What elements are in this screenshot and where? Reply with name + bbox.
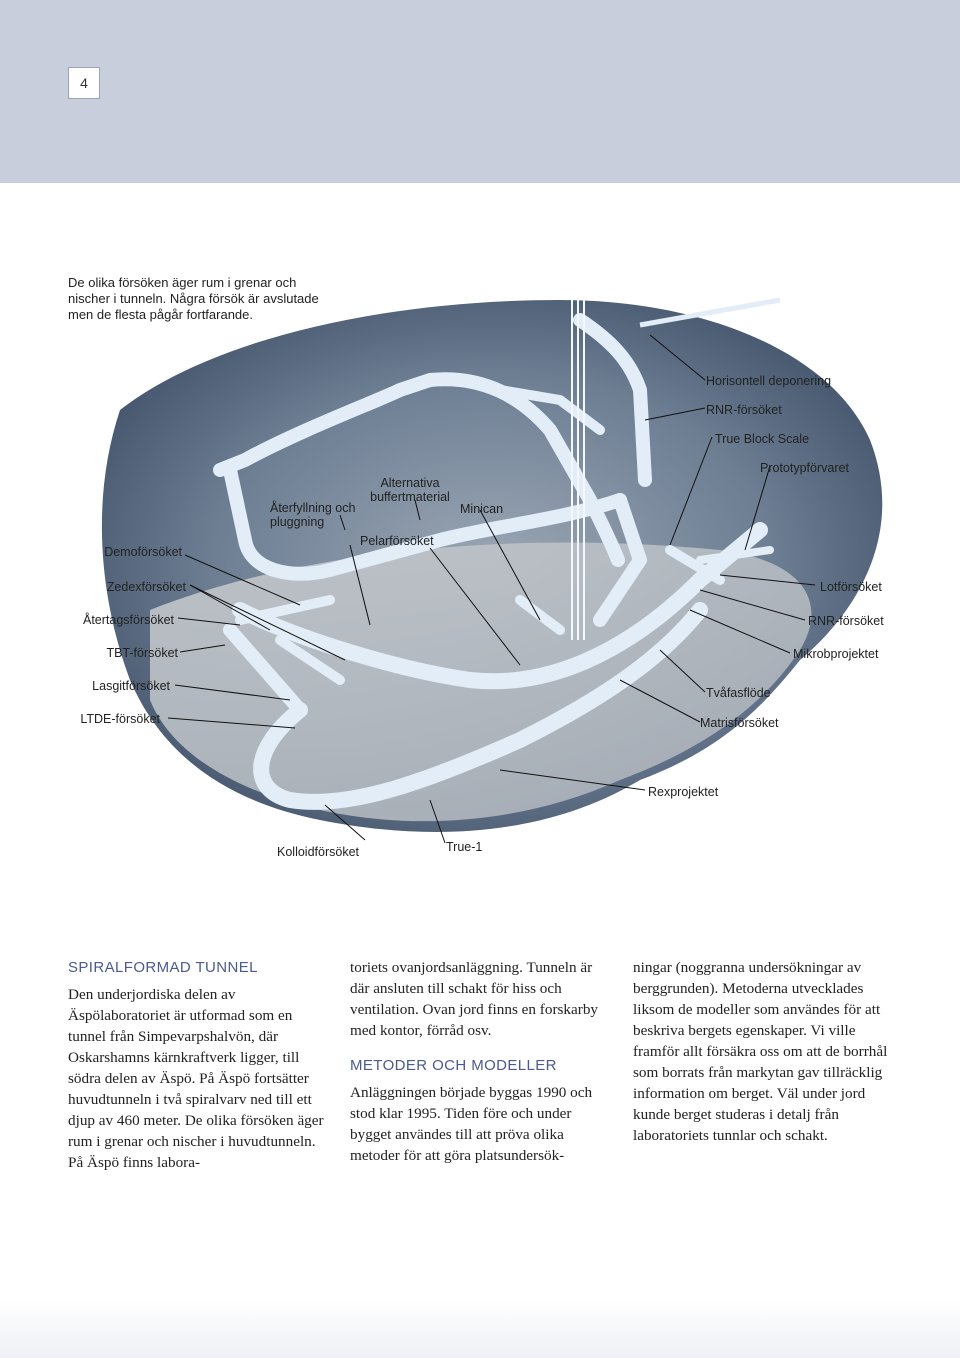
label-ltde-forsoket: LTDE-försöket <box>80 712 160 726</box>
text-column-1 <box>68 957 333 1173</box>
label-tvafasflode: Tvåfasflöde <box>706 686 771 700</box>
label-minican: Minican <box>460 502 504 516</box>
label-zedexforsoket: Zedexförsöket <box>106 580 186 594</box>
intro-text: De olika försöken äger rum i grenar och nischer i tunneln. Några försök är avslutade men de flesta pågår fortfarande. <box>68 275 319 322</box>
label-rnr-top: RNR-försöket <box>706 403 782 417</box>
label-true-1: True-1 <box>446 840 483 854</box>
label-tbt-forsoket: TBT-försöket <box>106 646 178 660</box>
text-column-3 <box>633 957 898 1146</box>
label-pelarforsoket: Pelarförsöket <box>360 534 434 548</box>
label-demoforsoket: Demoförsöket <box>104 545 182 559</box>
label-aterfyllning: Återfyllning och pluggning <box>270 501 356 529</box>
label-atertagsforsoket: Återtagsförsöket <box>82 613 174 627</box>
label-horisontell-deponering: Horisontell deponering <box>706 374 832 388</box>
label-prototypforvaret: Prototypförvaret <box>760 461 849 475</box>
paragraph-col3: ningar (noggranna undersökningar av berggrunden). Metoderna utvecklades liksom de modeller som användes för att beskriva bergets egenskaper. Vi ville framför allt försäkra oss om att de borrhål som borrats från markytan gav tillräcklig information om berget. Väl under jord kunde berget studeras i detalj från laboratoriets tunnlar och schakt. <box>633 959 888 1144</box>
page-number: 4 <box>68 67 100 99</box>
label-rnr-right: RNR-försöket <box>808 614 884 628</box>
paragraph-col2-b: Anläggningen började byggas 1990 och stod klar 1995. Tiden före och under bygget användes till att pröva olika metoder för att göra platsundersök- <box>350 1084 593 1164</box>
text-column-2 <box>350 957 615 1166</box>
header-band <box>0 0 960 183</box>
heading-spiralformad-tunnel: SPIRALFORMAD TUNNEL <box>68 959 258 976</box>
paragraph-col2-a: toriets ovanjordsanläggning. Tunneln är där ansluten till schakt för hiss och ventilation. Ovan jord finns en forskarby med kontor, förråd osv. <box>350 959 599 1039</box>
label-lotforsoket: Lotförsöket <box>820 580 882 594</box>
label-alternativa-buffertmaterial: Alternativa buffertmaterial <box>370 476 450 504</box>
heading-metoder-och-modeller: METODER OCH MODELLER <box>350 1057 557 1074</box>
label-true-block-scale: True Block Scale <box>715 432 810 446</box>
label-mikrobprojektet: Mikrobprojektet <box>793 647 879 661</box>
label-lasgitforsoket: Lasgitförsöket <box>92 679 170 693</box>
label-matrisforsoket: Matrisförsöket <box>700 716 779 730</box>
paragraph-col1: Den underjordiska delen av Äspölaboratoriet är utformad som en tunnel från Simpevarpshalvön, där Oskarshamns kärnkraftverk ligger, till södra delen av Äspö. På Äspö fortsätter huvudtunneln i två spiralvarv ned till ett djup av 460 meter. De olika försöken äger rum i grenar och nischer i huvudtunneln. På Äspö finns labora- <box>68 986 324 1171</box>
footer-band <box>0 1300 960 1358</box>
label-rexprojektet: Rexprojektet <box>648 785 719 799</box>
label-kolloidforsoket: Kolloidförsöket <box>277 845 359 859</box>
